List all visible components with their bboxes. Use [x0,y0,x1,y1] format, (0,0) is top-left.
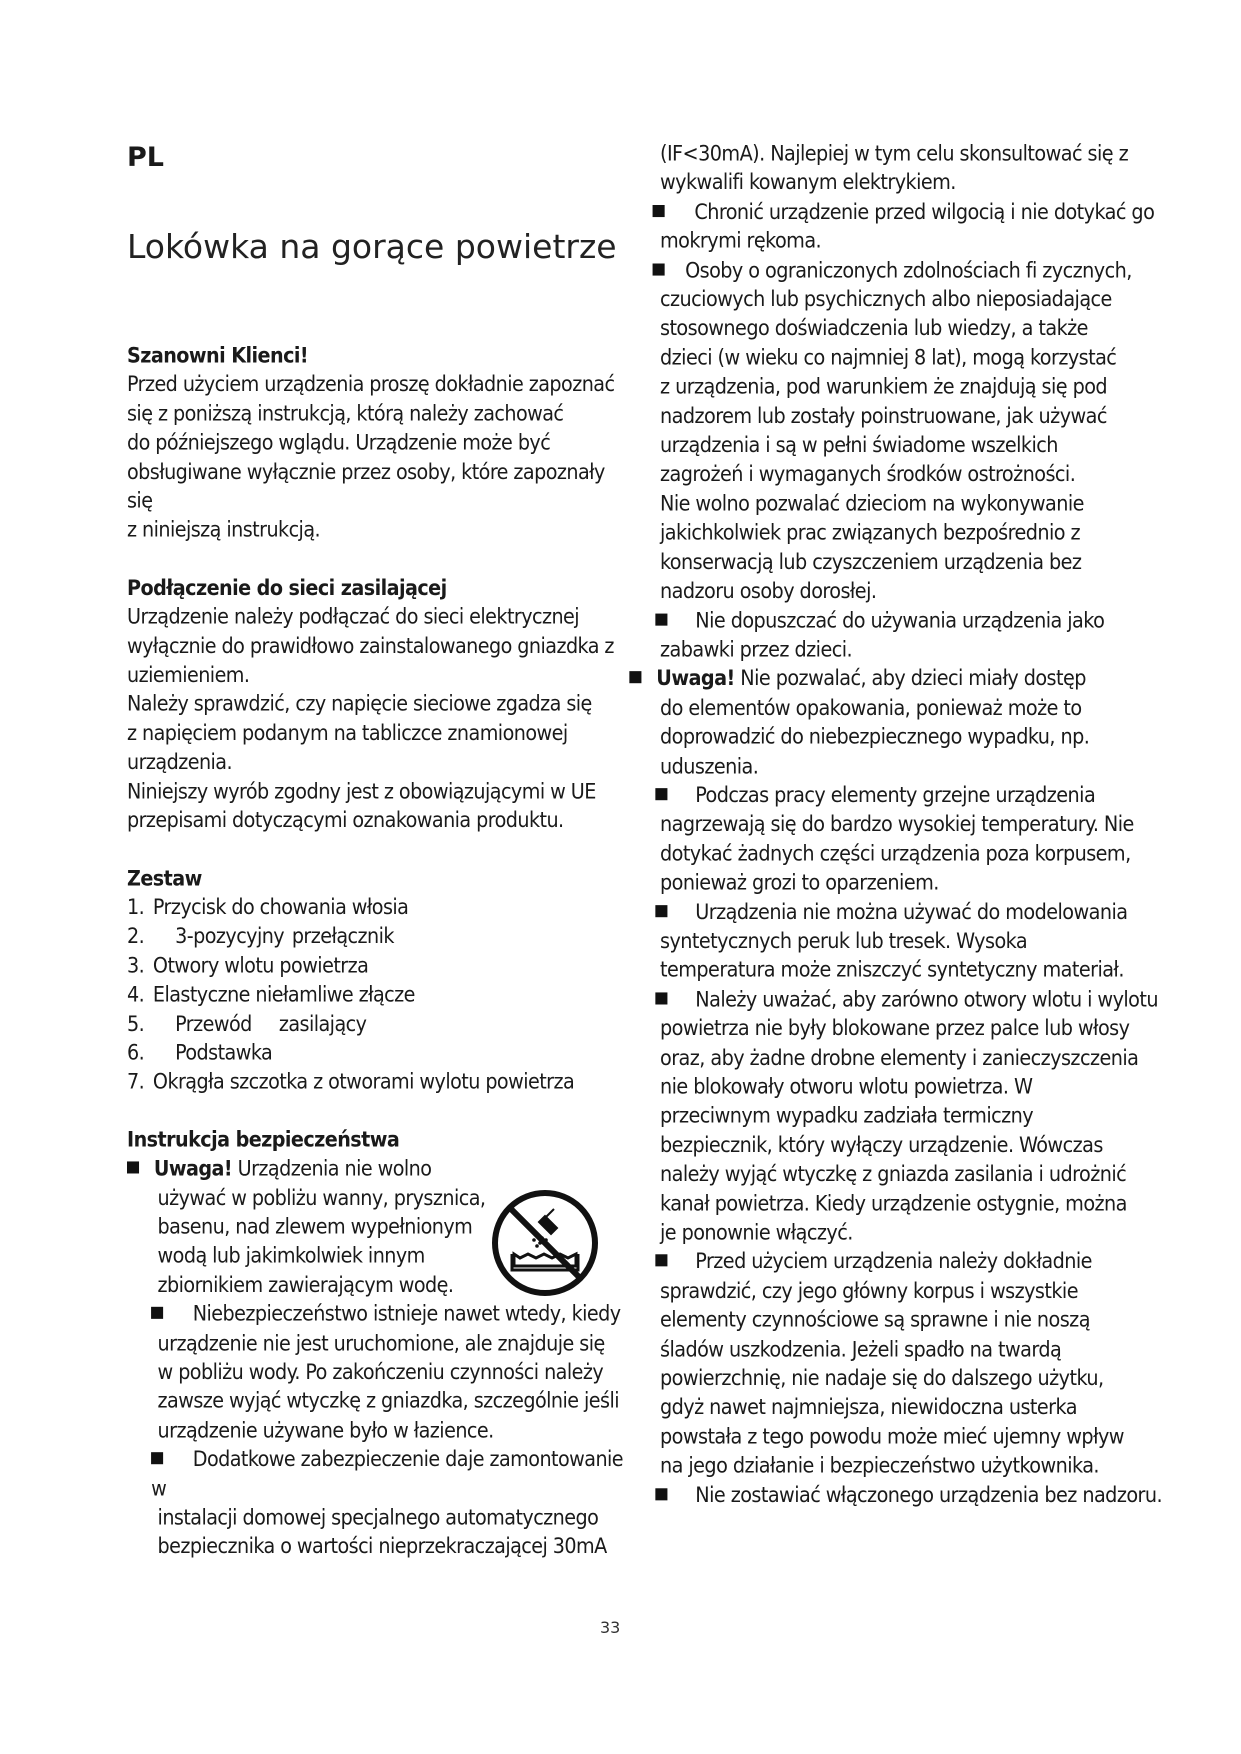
item-number: 4. [127,982,145,1007]
text-line: czuciowych lub psychicznych albo nieposiadające [660,287,1112,312]
text-line: instalacji domowej specjalnego automatycznego [157,1505,599,1530]
text-line: Osoby o ograniczonych zdolnościach fi zycznych, [685,258,1132,283]
item-label: Elastyczne niełamliwe złącze [152,982,415,1007]
text-line: Urządzenie należy podłączać do sieci elektrycznej [127,605,580,630]
text-line: bezpiecznik, który wyłączy urządzenie. Wówczas [660,1133,1103,1158]
page-number: 33 [600,1618,621,1637]
bullet-square-icon [655,992,667,1004]
text-line: nadzoru osoby dorosłej. [660,579,877,604]
bullet-paragraph [660,782,1180,811]
text-line: Nie zostawiać włączonego urządzenia bez nadzoru. [695,1483,1163,1508]
text-line: Przed użyciem urządzenia należy dokładnie [695,1250,1092,1275]
bullet-square-icon [655,788,667,800]
item-number: 1. [127,895,145,920]
kit-heading: Zestaw [127,866,202,891]
bullet-square-icon [151,1452,163,1464]
text-line: Podczas pracy elementy grzejne urządzenia [695,783,1096,808]
list-item [127,1068,627,1097]
item-label: Podstawka [175,1041,273,1066]
bullet-square-icon [655,613,667,625]
text-line: Nie pozwalać, aby dzieci miały dostęp [740,666,1086,691]
right-column [656,140,1180,1511]
language-code: PL [127,142,164,173]
kit-list [127,894,627,1098]
bullet-square-icon [127,1162,139,1174]
list-item [127,923,627,952]
text-line: Przed użyciem urządzenia proszę dokładnie zapoznać [127,372,615,398]
text-line: wykwalifi kowanym elektrykiem. [660,171,956,196]
warning-label: Uwaga! [153,1156,233,1182]
text-line: Niniejszy wyrób zgodny jest z obowiązującymi w UE [127,779,596,804]
text-line: nagrzewają się do bardzo wysokiej temperatury. Nie [660,812,1134,837]
text-line: do elementów opakowania, ponieważ może to [660,695,1082,721]
item-number: 2. [127,924,145,949]
bullet-paragraph [660,986,1180,1015]
text-line: z niniejszą instrukcją. [127,518,321,543]
bullet-paragraph [660,257,1180,286]
text-line: basenu, nad zlewem wypełnionym [157,1215,473,1240]
bullet-square-icon [629,671,641,683]
text-line: ponieważ grozi to oparzeniem. [660,870,939,896]
text-line: na jego działanie i bezpieczeństwo użytkownika. [660,1454,1099,1479]
bullet-square-icon [653,205,665,217]
text-line: przepisami dotyczącymi oznakowania produktu. [127,808,564,833]
bullet-paragraph [660,198,1180,227]
text-line: (IF<30mA). Najlepiej w tym celu skonsultować się z [660,141,1129,166]
item-number: 7. [127,1070,145,1095]
item-label: Otwory wlotu powietrza [152,953,369,978]
text-line: gdyż nawet najmniejsza, niewidoczna usterka [660,1395,1077,1421]
power-section [127,574,627,836]
bullet-square-icon [151,1307,163,1319]
item-label: Przewód [175,1011,252,1037]
item-label: 3-pozycyjny [175,924,285,949]
text-line: się z poniższą instrukcją, którą należy zachować [127,402,564,427]
text-line: zagrożeń i wymaganych środków ostrożności. [660,462,1076,487]
item-label: Okrągła szczotka z otworami wylotu powietrza [152,1070,575,1095]
text-line: obsługiwane wyłącznie przez osoby, które zapoznały się [127,460,605,514]
no-bathing-warning-icon [490,1188,600,1298]
text-line: nadzorem lub zostały poinstruowane, jak używać [660,404,1107,429]
warning-paragraph [127,1155,627,1184]
text-line: jakichkolwiek prac związanych bezpośrednio z [660,520,1081,546]
text-line: wyłącznie do prawidłowo zainstalowanego gniazdka z [127,634,614,659]
text-line: sprawdzić, czy jego główny korpus i wszystkie [660,1279,1078,1304]
warning-paragraph [629,665,1180,694]
text-line: elementy czynnościowe są sprawne i nie noszą [660,1308,1090,1333]
text-line: z urządzenia, pod warunkiem że znajdują się pod [660,375,1108,400]
text-line: kanał powietrza. Kiedy urządzenie ostygnie, można [660,1191,1127,1216]
text-line: do późniejszego wglądu. Urządzenie może być [127,431,551,456]
list-item [127,981,627,1010]
left-column [127,342,627,1562]
text-line: zawsze wyjąć wtyczkę z gniazdka, szczególnie jeśli [157,1389,620,1414]
item-number: 5. [127,1011,145,1037]
text-line: urządzenia i są w pełni świadome wszelkich [660,433,1058,458]
text-line: Należy sprawdzić, czy napięcie sieciowe zgadza się [127,692,592,717]
warning-label: Uwaga! [656,666,735,691]
text-line: uziemieniem. [127,663,250,688]
text-line: je ponownie włączyć. [660,1220,853,1246]
text-line: śladów uszkodzenia. Jeżeli spadło na twardą [660,1337,1062,1362]
list-item [127,952,627,981]
text-line: temperatura może zniszczyć syntetyczny materiał. [660,958,1124,983]
bullet-paragraph [660,898,1180,927]
text-line: stosownego doświadczenia lub wiedzy, a także [660,316,1088,341]
text-line: powierzchnię, nie nadaje się do dalszego użytku, [660,1366,1104,1391]
text-line: urządzenie używane było w łazience. [157,1418,494,1443]
bullet-paragraph [660,1481,1180,1510]
bullet-square-icon [655,1255,667,1267]
text-line: urządzenie nie jest uruchomione, ale znajduje się [157,1331,605,1356]
safety-heading: Instrukcja bezpieczeństwa [127,1127,400,1152]
text-line: powietrza nie były blokowane przez palce lub włosy [660,1016,1130,1041]
bullet-square-icon [653,263,665,275]
text-line: dzieci (w wieku co najmniej 8 lat), mogą korzystać [660,345,1117,371]
text-line: bezpiecznika o wartości nieprzekraczającej 30mA [157,1534,607,1560]
text-line: syntetycznych peruk lub tresek. Wysoka [660,929,1028,954]
text-line: powstała z tego powodu może mieć ujemny wpływ [660,1425,1124,1450]
text-line: zabawki przez dzieci. [660,637,853,662]
text-line: Urządzenia nie można używać do modelowania [695,900,1128,925]
kit-section [127,865,627,1098]
text-line: dotykać żadnych części urządzenia poza korpusem, [660,841,1131,866]
text-line: przeciwnym wypadku zadziała termiczny [660,1104,1034,1129]
text-line: w pobliżu wody. Po zakończeniu czynności należy [157,1360,604,1385]
bullet-square-icon [655,905,667,917]
text-line: Nie dopuszczać do używania urządzenia jako [695,608,1105,633]
bullet-paragraph [660,607,1180,636]
text-line: Chronić urządzenie przed wilgocią i nie dotykać go [694,200,1155,225]
item-label-2: zasilający [278,1011,367,1037]
page-title: Lokówka na gorące powietrze [127,227,617,267]
text-line: doprowadzić do niebezpiecznego wypadku, np. [660,725,1090,750]
text-line: Dodatkowe zabezpieczenie daje zamontowanie w [151,1447,624,1501]
text-line: nie blokowały otworu wlotu powietrza. W [660,1075,1033,1100]
text-line: Należy uważać, aby zarówno otwory wlotu i wylotu [695,987,1158,1012]
text-line: Niebezpieczeństwo istnieje nawet wtedy, kiedy [192,1302,621,1327]
bullet-paragraph [127,1446,627,1504]
text-line: oraz, aby żadne drobne elementy i zanieczyszczenia [660,1045,1139,1071]
list-item [127,894,627,923]
intro-heading: Szanowni Klienci! [127,343,309,368]
text-line: urządzenia. [127,750,233,775]
text-line: uduszenia. [660,754,759,779]
list-item [127,1010,627,1039]
text-line: należy wyjąć wtyczkę z gniazda zasilania i udrożnić [660,1162,1127,1187]
item-label-2: przełącznik [291,924,394,949]
bullet-square-icon [655,1488,667,1500]
text-line: Urządzenia nie wolno [237,1156,432,1182]
bullet-paragraph [127,1301,627,1330]
bullet-paragraph [660,1248,1180,1277]
intro-section [127,342,627,546]
item-number: 6. [127,1041,145,1066]
text-line: używać w pobliżu wanny, prysznica, [157,1186,486,1211]
text-line: zbiornikiem zawierającym wodę. [157,1273,454,1298]
text-line: mokrymi rękoma. [660,229,822,254]
item-label: Przycisk do chowania włosia [152,895,409,920]
list-item [127,1039,627,1068]
text-line: Nie wolno pozwalać dzieciom na wykonywanie [660,491,1084,516]
text-line: z napięciem podanym na tabliczce znamionowej [127,721,568,746]
item-number: 3. [127,953,145,978]
text-line: wodą lub jakimkolwiek innym [157,1244,425,1269]
power-heading: Podłączenie do sieci zasilającej [127,576,447,601]
text-line: konserwacją lub czyszczeniem urządzenia bez [660,550,1082,575]
